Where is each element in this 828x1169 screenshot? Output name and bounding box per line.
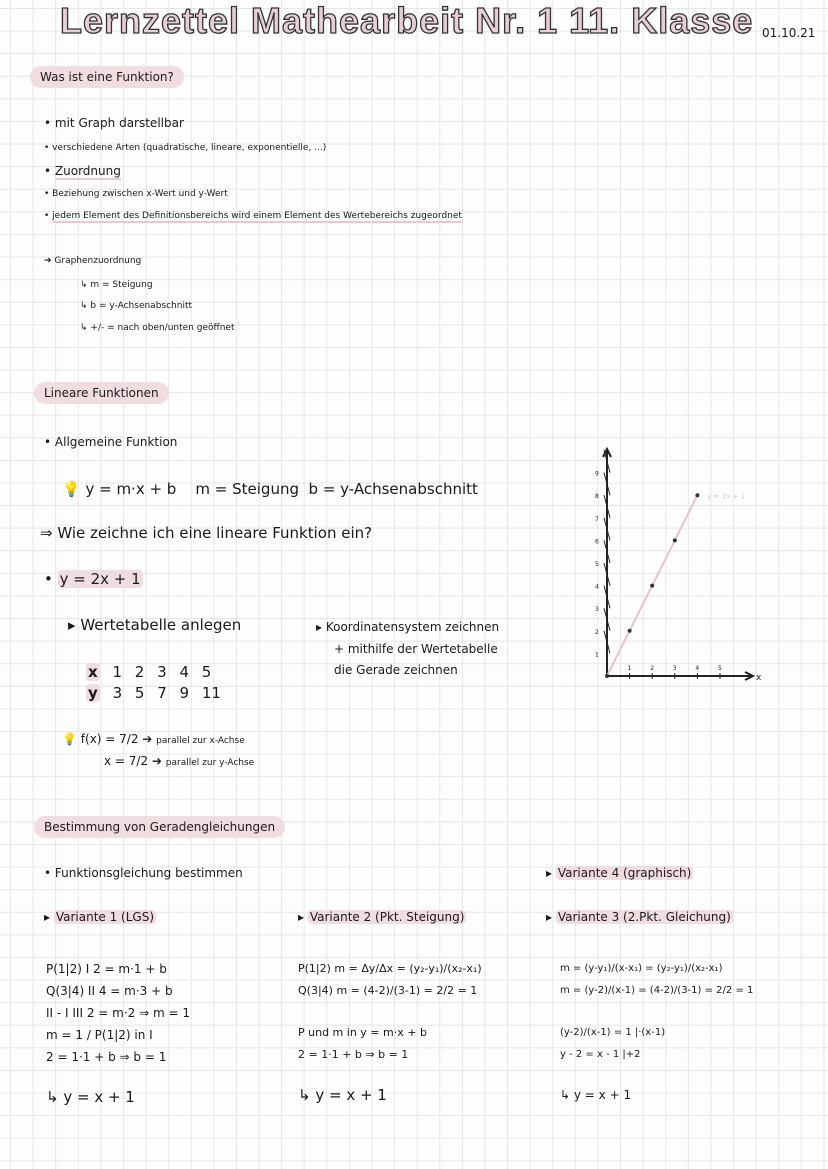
x-tick-label: 2	[650, 665, 655, 672]
variant-1: ▸ Variante 1 (LGS)	[44, 910, 155, 924]
y-tick-label: 4	[595, 583, 599, 591]
line-label: y = 2x + 1	[707, 492, 746, 501]
y-tick-label: 9	[595, 470, 599, 478]
bullet: • mit Graph darstellbar	[44, 116, 184, 130]
section-heading-lines: Bestimmung von Geradengleichungen	[34, 816, 285, 838]
variant-3-work: m = (y-y₁)/(x-x₁) = (y₂-y₁)/(x₂-x₁) m = (y-2)/(x-1) = (4-2)/(3-1) = 2/2 = 1 (y-2)/(x-1) = 1 |·(x-1) y - 2 = x - 1 |+2 ↳ y = x + 1	[560, 963, 754, 1102]
y-tick-label: 6	[595, 538, 599, 546]
example: • y = 2x + 1	[44, 570, 141, 588]
x-tick-label: 1	[627, 665, 632, 672]
coord-text: ▸ Koordinatensystem zeichnen	[316, 620, 500, 634]
tip-row: x = 7/2 ➔ parallel zur y-Achse	[104, 754, 255, 768]
value-table-y: y 3 5 7 9 11	[88, 684, 221, 702]
formula-row: 💡 y = m·x + b m = Steigung b = y-Achsenabschnitt	[62, 480, 478, 498]
bullet: • verschiedene Arten (quadratische, lineare, exponentielle, ...)	[44, 143, 327, 153]
table-label: ▸ Wertetabelle anlegen	[68, 616, 242, 634]
bullet: • Zuordnung	[44, 164, 121, 178]
page-title: Lernzettel Mathearbeit Nr. 1 11. Klasse	[60, 0, 754, 41]
tip-row: 💡 f(x) = 7/2 ➔ parallel zur x-Achse	[62, 732, 245, 746]
x-tick-label: 4	[695, 665, 700, 672]
data-point	[628, 629, 632, 633]
sub-item: ↳ b = y-Achsenabschnitt	[80, 301, 193, 311]
lightbulb-icon: 💡	[62, 480, 81, 498]
y-tick-label: 8	[595, 493, 599, 501]
coord-text: die Gerade zeichnen	[334, 663, 458, 677]
x-axis-label: x	[756, 673, 762, 683]
question: ⇒ Wie zeichne ich eine lineare Funktion ein?	[40, 524, 373, 542]
variant-2-work: P(1|2) m = Δy/Δx = (y₂-y₁)/(x₂-x₁) Q(3|4) m = (4-2)/(3-1) = 2/2 = 1 P und m in y = m·x + b 2 = 1·1 + b ⇒ b = 1 ↳ y = x + 1	[298, 962, 482, 1104]
variant-2: ▸ Variante 2 (Pkt. Steigung)	[298, 910, 465, 924]
data-point	[695, 493, 699, 497]
y-tick-label: 2	[595, 628, 599, 636]
variant-1-work: P(1|2) I 2 = m·1 + b Q(3|4) II 4 = m·3 + b II - I III 2 = m·2 ⇒ m = 1 m = 1 / P(1|2) in I 2 = 1·1 + b ⇒ b = 1 ↳ y = x + 1	[46, 962, 190, 1106]
y-tick-label: 1	[595, 651, 599, 659]
bullet: • Funktionsgleichung bestimmen	[44, 866, 243, 880]
y-tick-label: 5	[595, 561, 599, 568]
x-tick-label: 3	[672, 665, 677, 672]
bullet: • Beziehung zwischen x-Wert und y-Wert	[44, 189, 228, 199]
value-table-x: x 1 2 3 4 5	[88, 663, 212, 681]
lightbulb-icon: 💡	[62, 732, 77, 746]
section-heading-linear: Lineare Funktionen	[34, 382, 169, 404]
sub-item: ↳ m = Steigung	[80, 280, 153, 290]
date: 01.10.21	[762, 26, 816, 40]
arrow-item: ➔ Graphenzuordnung	[44, 256, 142, 266]
bullet: • Allgemeine Funktion	[44, 435, 178, 449]
variant-4: ▸ Variante 4 (graphisch)	[546, 866, 692, 880]
sub-item: ↳ +/- = nach oben/unten geöffnet	[80, 323, 235, 333]
x-tick-label: 5	[718, 665, 722, 672]
section-heading-function: Was ist eine Funktion?	[30, 66, 184, 88]
data-point	[605, 674, 609, 678]
variant-3: ▸ Variante 3 (2.Pkt. Gleichung)	[546, 910, 731, 924]
bullet: • jedem Element des Definitionsbereichs wird einem Element des Wertebereichs zugeordnet	[44, 211, 462, 221]
y-tick-label: 7	[595, 515, 599, 523]
data-point	[673, 538, 677, 542]
data-point	[650, 584, 654, 588]
coord-text: + mithilfe der Wertetabelle	[334, 642, 498, 656]
y-tick-label: 3	[595, 606, 599, 614]
